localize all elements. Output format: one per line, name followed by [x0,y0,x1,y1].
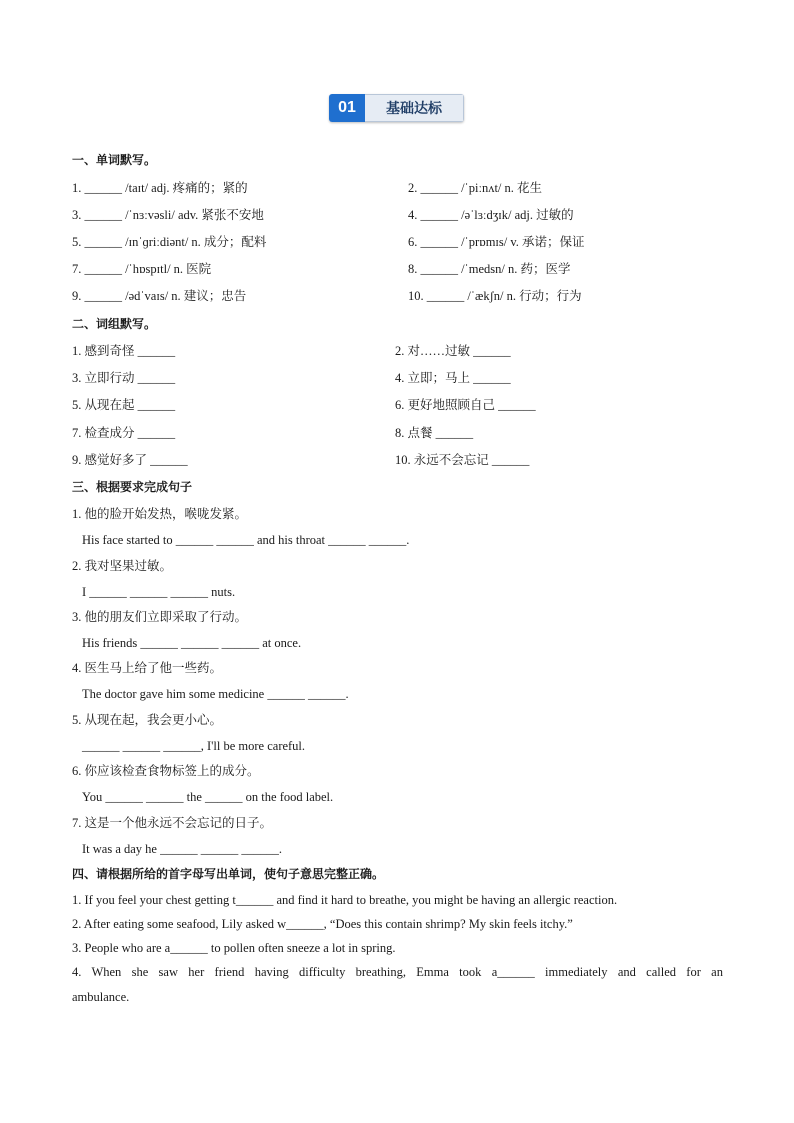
section2-heading: 二、词组默写。 [72,317,157,331]
phrase-item: 3. 立即行动 ______ [72,371,176,385]
vocab-item: 1. ______ /taɪt/ adj. 疼痛的；紧的 [72,181,248,195]
sentence-answer: The doctor gave him some medicine ______ ______. [82,687,349,701]
sentence-answer: You ______ ______ the ______ on the food label. [82,790,334,804]
sentence-answer: ______ ______ ______, I'll be more careful. [82,739,306,753]
sentence-prompt: 6. 你应该检查食物标签上的成分。 [72,764,260,778]
section-badge [329,94,464,122]
section4-heading: 四、请根据所给的首字母写出单词，使句子意思完整正确。 [72,867,385,881]
sentence-answer: I ______ ______ ______ nuts. [82,585,236,599]
phrase-item: 10. 永远不会忘记 ______ [395,453,530,467]
vocab-item: 9. ______ /ədˈvaɪs/ n. 建议；忠告 [72,289,247,303]
phrase-item: 7. 检查成分 ______ [72,426,176,440]
sentence-prompt: 7. 这是一个他永远不会忘记的日子。 [72,816,273,830]
phrase-item: 8. 点餐 ______ [395,426,474,440]
vocab-item: 3. ______ /ˈnɜːvəsli/ adv. 紧张不安地 [72,208,264,222]
vocab-item: 6. ______ /ˈprɒmɪs/ v. 承诺；保证 [408,235,585,249]
vocab-item: 10. ______ /ˈækʃn/ n. 行动；行为 [408,289,582,303]
sentence-prompt: 4. 医生马上给了他一些药。 [72,661,223,675]
badge-number: 01 [329,94,365,122]
vocab-item: 8. ______ /ˈmedsn/ n. 药；医学 [408,262,571,276]
badge-title: 基础达标 [365,94,464,122]
sentence-prompt: 2. 我对坚果过敏。 [72,559,173,573]
section3-heading: 三、根据要求完成句子 [72,480,193,494]
vocab-item: 7. ______ /ˈhɒspɪtl/ n. 医院 [72,262,212,276]
phrase-item: 2. 对……过敏 ______ [395,344,511,358]
section1-heading: 一、单词默写。 [72,153,157,167]
fill-in-item: 2. After eating some seafood, Lily asked w______, “Does this contain shrimp? My skin feels itchy.” [72,917,573,931]
sentence-answer: His friends ______ ______ ______ at once. [82,636,302,650]
fill-in-item: 1. If you feel your chest getting t______ and find it hard to breathe, you might be having an allergic reaction. [72,893,618,907]
vocab-item: 2. ______ /ˈpiːnʌt/ n. 花生 [408,181,543,195]
sentence-prompt: 5. 从现在起，我会更小心。 [72,713,223,727]
vocab-item: 4. ______ /əˈlɜːdʒɪk/ adj. 过敏的 [408,208,574,222]
sentence-prompt: 3. 他的朋友们立即采取了行动。 [72,610,248,624]
phrase-item: 4. 立即；马上 ______ [395,371,511,385]
sentence-answer: It was a day he ______ ______ ______. [82,842,282,856]
fill-in-item: 3. People who are a______ to pollen often sneeze a lot in spring. [72,941,396,955]
phrase-item: 6. 更好地照顾自己 ______ [395,398,536,412]
phrase-item: 5. 从现在起 ______ [72,398,176,412]
phrase-item: 9. 感觉好多了 ______ [72,453,188,467]
sentence-answer: His face started to ______ ______ and his throat ______ ______. [82,533,410,547]
fill-in-item-continuation: ambulance. [72,990,130,1004]
fill-in-item: 4. When she saw her friend having difficulty breathing, Emma took a______ immediately and called for an [72,965,723,979]
sentence-prompt: 1. 他的脸开始发热，喉咙发紧。 [72,507,248,521]
phrase-item: 1. 感到奇怪 ______ [72,344,176,358]
vocab-item: 5. ______ /ɪnˈɡriːdiənt/ n. 成分；配料 [72,235,267,249]
